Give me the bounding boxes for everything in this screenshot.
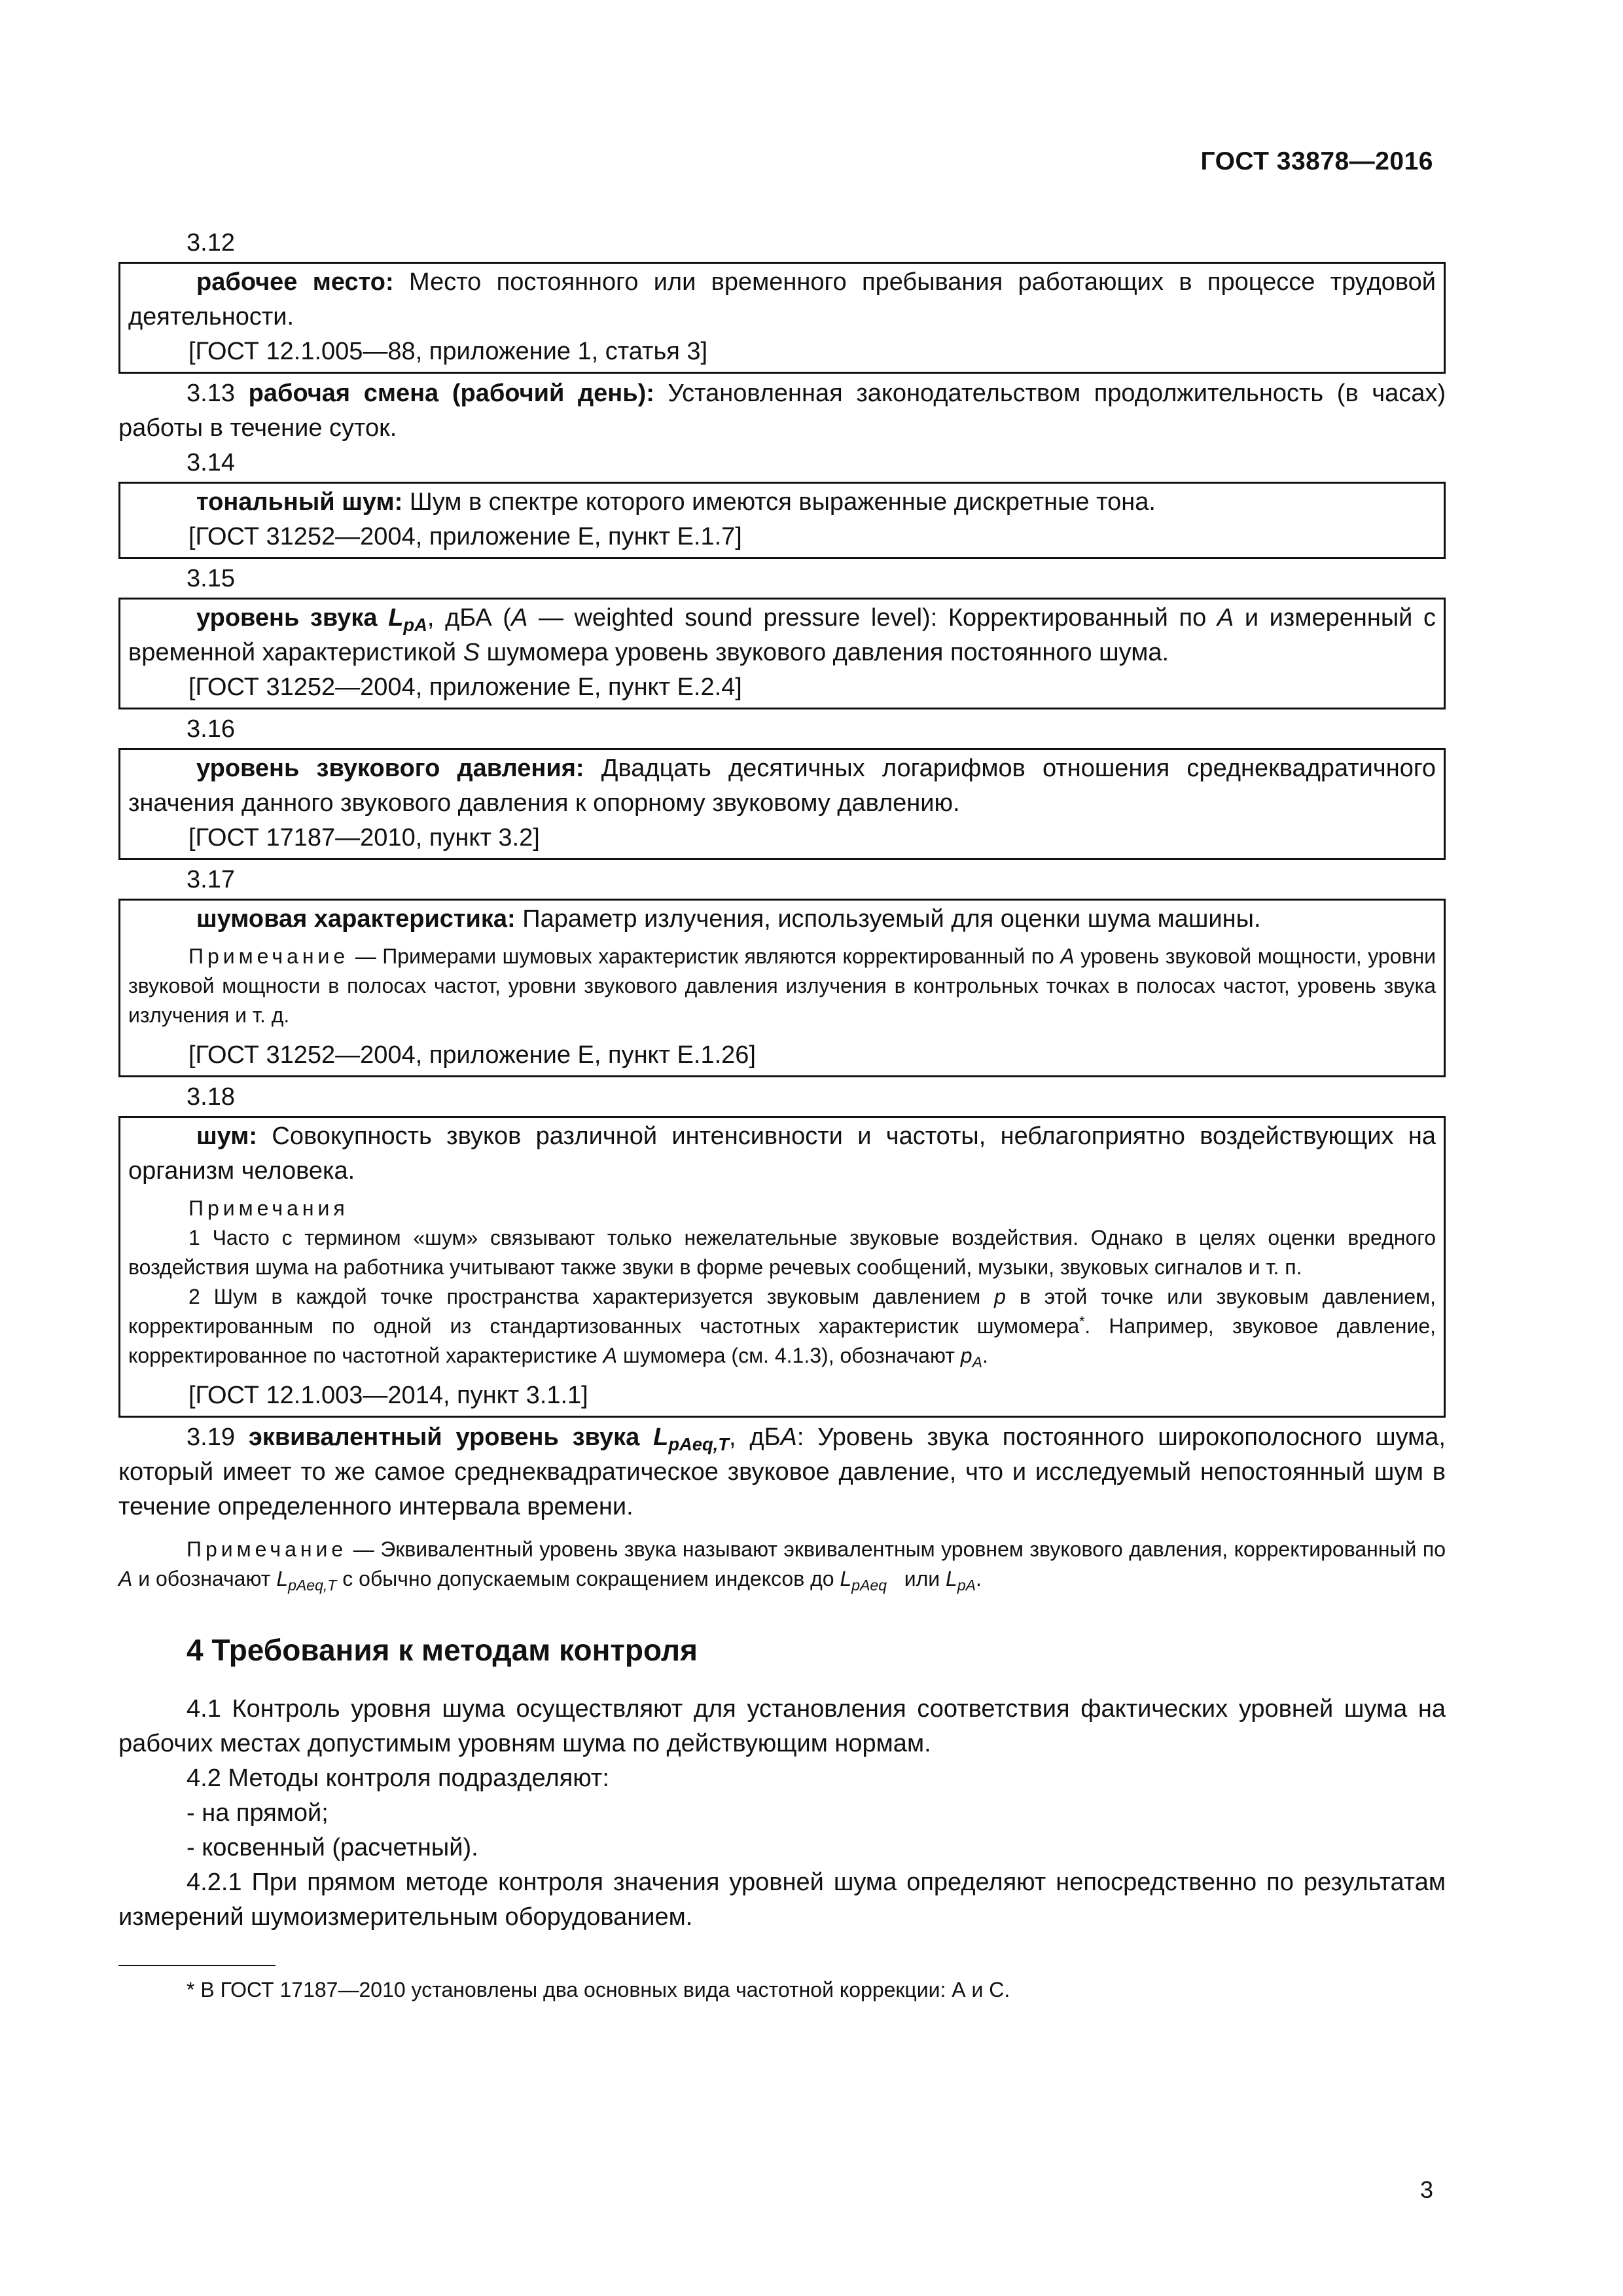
definition-symbol: A [510, 604, 528, 632]
notes-heading [128, 1194, 1436, 1223]
note-symbol: A [1060, 944, 1075, 968]
list-item: - косвенный (расчетный). [187, 1834, 478, 1861]
term-number: 3.16 [187, 715, 235, 743]
paragraph-4-2-1: 4.2.1 При прямом методе контроля значения уровней шума определяют непосредственно по результатам измерений шумоизмерительным оборудованием. [118, 1869, 1446, 1931]
note-part: и обозначают [132, 1567, 277, 1590]
term-definition [128, 485, 1436, 520]
definition-text: Место постоянного или временного пребывания работающих в процессе трудовой деятельности. [128, 268, 1436, 331]
note-symbol: L [840, 1567, 852, 1590]
term-box [118, 598, 1446, 709]
note-part: шумомера (см. 4.1.3), обозначают [617, 1344, 961, 1367]
term-source: [ГОСТ 12.1.005—88, приложение 1, статья 3] [188, 338, 708, 365]
definition-text: Параметр излучения, используемый для оценки шума машины. [522, 905, 1261, 933]
note-part: 2 Шум в каждой точке пространства характеризуется звуковым давлением [188, 1285, 995, 1308]
page-number: 3 [1419, 2176, 1433, 2203]
term-note [118, 1535, 1446, 1594]
term-definition [118, 376, 1446, 446]
note-symbol: A [118, 1567, 133, 1590]
note-part: — Примерами шумовых характеристик являются корректированный по [349, 944, 1061, 968]
term-number: 3.12 [187, 229, 235, 257]
note-text [118, 1535, 1446, 1594]
paragraph-4-1: 4.1 Контроль уровня шума осуществляют для установления соответствия фактических уровней шума на рабочих местах допустимым уровням шума по действующим нормам. [118, 1695, 1446, 1757]
term-box [118, 1116, 1446, 1418]
note-1: 1 Часто с термином «шум» связывают только нежелательные звуковые воздействия. Однако в целях оценки вредного воздействия шума на работника учитывают также звуки в форме речевых сообщений, музыки, звуковых сигналов и т. п. [128, 1226, 1436, 1279]
note-symbol: p [994, 1285, 1006, 1308]
standard-header: ГОСТ 33878—2016 [1200, 147, 1433, 175]
term-number: 3.19 [187, 1424, 235, 1451]
term-name: рабочее место: [196, 268, 394, 296]
note-2 [128, 1282, 1436, 1371]
term-number: 3.17 [187, 866, 235, 893]
page-content [118, 226, 1446, 2004]
term-source: [ГОСТ 31252—2004, приложение Е, пункт Е.1.7] [188, 523, 742, 550]
note-label: Примечание [188, 944, 349, 968]
term-box [118, 262, 1446, 374]
note-symbol-subscript: pAeq,T [288, 1576, 337, 1594]
term-definition [128, 1119, 1436, 1189]
footnote: * В ГОСТ 17187—2010 установлены два основных вида частотной коррекции: А и С. [187, 1978, 1010, 2001]
note-part: . [982, 1344, 988, 1367]
term-number: 3.15 [187, 565, 235, 592]
note-symbol: A [603, 1344, 618, 1367]
section-heading: 4 Требования к методам контроля [187, 1633, 698, 1667]
term-source: [ГОСТ 31252—2004, приложение Е, пункт Е.2.4] [188, 673, 742, 701]
definition-symbol: А [780, 1424, 797, 1451]
definition-text: Двадцать десятичных логарифмов отношения среднеквадратичного значения данного звукового давления к опорному звуковому давлению. [128, 755, 1436, 817]
term-number: 3.13 [187, 380, 235, 407]
term-number: 3.18 [187, 1083, 235, 1111]
term-definition [128, 902, 1436, 937]
term-name: эквивалентный уровень звука [248, 1424, 654, 1451]
definition-text: , дБ [729, 1424, 781, 1451]
term-number: 3.14 [187, 449, 235, 476]
footnote-divider [118, 1965, 276, 1966]
definition-text: — weighted sound pressure level): Корректированный по [527, 604, 1217, 632]
term-definition [128, 601, 1436, 670]
term-definition [128, 265, 1436, 334]
term-definition [118, 1420, 1446, 1524]
term-note [128, 942, 1436, 1030]
note-symbol: L [276, 1567, 289, 1590]
note-part: — Эквивалентный уровень звука называют эквивалентным уровнем звукового давления, корректированный по [347, 1537, 1446, 1561]
term-name: рабочая смена (рабочий день): [248, 380, 654, 407]
definition-text: Установленная законодательством продолжительность (в часах) работы в течение суток. [118, 380, 1446, 442]
note-symbol-subscript: A [972, 1353, 982, 1371]
term-notes [128, 1194, 1436, 1371]
note-part: . [976, 1567, 982, 1590]
note-part: с обычно допускаемым сокращением индексов до [336, 1567, 840, 1590]
term-source: [ГОСТ 12.1.003—2014, пункт 3.1.1] [188, 1382, 588, 1409]
term-symbol-subscript: pA [403, 615, 427, 636]
paragraph-4-2: 4.2 Методы контроля подразделяют: [187, 1765, 609, 1792]
term-symbol: L [388, 604, 404, 632]
note-label: Примечание [187, 1537, 348, 1561]
definition-text: Шум в спектре которого имеются выраженные дискретные тона. [409, 488, 1156, 516]
note-text [128, 942, 1436, 1030]
notes-label: Примечания [188, 1196, 349, 1220]
definition-text: : Уровень звука постоянного широкополосного шума, который имеет то же самое среднеквадратическое звуковое давление, что и исследуемый непостоянный шум в течение определенного интервала времени. [118, 1424, 1446, 1520]
term-name: шумовая характеристика: [196, 905, 516, 933]
note-symbol: L [946, 1567, 957, 1590]
term-definition [128, 751, 1436, 821]
term-box [118, 482, 1446, 559]
term-name: шум: [196, 1122, 258, 1150]
term-name: уровень звука [196, 604, 389, 632]
term-box [118, 748, 1446, 860]
note-symbol-subscript: pAeq [851, 1576, 887, 1594]
definition-text: шумомера уровень звукового давления постоянного шума. [480, 639, 1169, 666]
note-part: уровень звуковой мощности, уровни звуковой мощности в полосах частот, уровни звукового давления излучения в контрольных точках в полосах частот, уровень звука излучения и т. д. [128, 944, 1436, 1027]
definition-text: , дБА ( [427, 604, 511, 632]
term-name: уровень звукового давления: [196, 755, 584, 782]
note-symbol: p [960, 1344, 972, 1367]
list-item: - на прямой; [187, 1799, 329, 1827]
term-symbol: L [653, 1424, 669, 1451]
note-part: в этой точке или звуковым давлением, корректированным по одной из стандартизованных частотных характеристик шумомера [128, 1285, 1436, 1338]
definition-symbol: A [1217, 604, 1234, 632]
term-source: [ГОСТ 17187—2010, пункт 3.2] [188, 824, 540, 852]
note-symbol-subscript: pA [957, 1576, 976, 1594]
footnote-mark: * [1079, 1314, 1085, 1329]
term-box [118, 899, 1446, 1077]
note-part: . Например, звуковое давление, корректированное по частотной характеристике [128, 1314, 1436, 1367]
definition-text: и измеренный с временной характеристикой [128, 604, 1436, 666]
term-symbol-subscript: pAeq,T [668, 1434, 730, 1455]
definition-symbol: S [463, 639, 480, 666]
term-name: тональный шум: [196, 488, 403, 516]
term-source: [ГОСТ 31252—2004, приложение Е, пункт Е.1.26] [188, 1041, 756, 1069]
note-part: или [887, 1567, 946, 1590]
definition-text: Совокупность звуков различной интенсивности и частоты, неблагоприятно воздействующих на организм человека. [128, 1122, 1436, 1185]
